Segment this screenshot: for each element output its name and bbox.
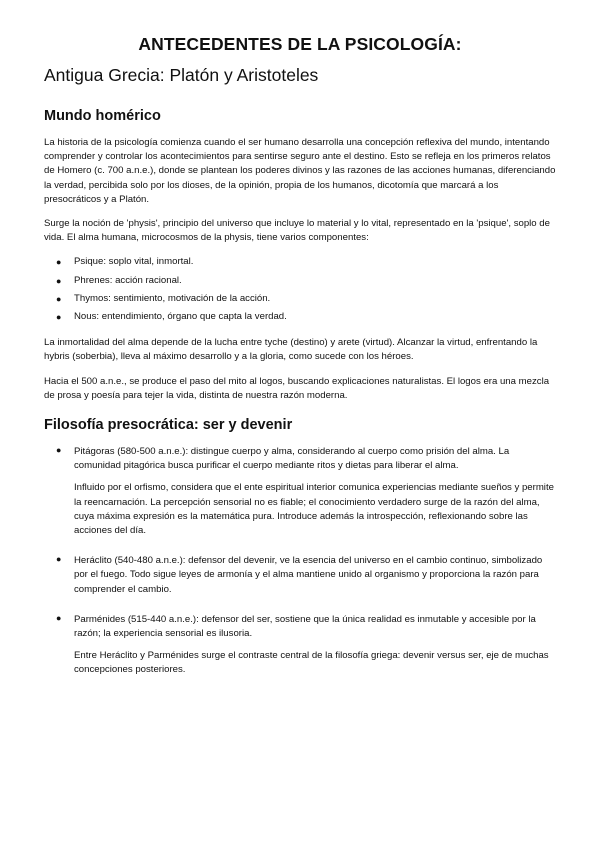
list-item-parmenides: [44, 613, 556, 678]
list-item: [44, 292, 556, 306]
parmenides-text: Parménides (515-440 a.n.e.): defensor del ser, sostiene que la única realidad es inmutable y accesible por la razón; la experiencia sensorial es ilusoria.: [74, 613, 536, 640]
bullet-icon: ●: [56, 612, 62, 623]
list-item-text: Psique: soplo vital, inmortal.: [74, 256, 194, 268]
section-presocratica: [44, 417, 556, 678]
pitagoras-orfismo-text: Influido por el orfismo, considera que el ente espiritual interior comunica experiencias mediante sueños y permite la reencarnación. La percepción sensorial no es fiable; el conocimiento verdadero surge de la razón del alma, cuya máxima expresión es la matemática pura. Introduce además la introspección, reflexionando sobre las acciones del día.: [74, 482, 554, 537]
bullet-icon: ●: [56, 554, 62, 565]
document-title: ANTECEDENTES DE LA PSICOLOGÍA:: [138, 34, 462, 54]
list-item-text: Phrenes: acción racional.: [74, 274, 182, 286]
document-subtitle: Antigua Grecia: Platón y Aristoteles: [44, 65, 319, 85]
section-heading-presocratica: Filosofía presocrática: ser y devenir: [44, 417, 293, 434]
list-item: [44, 274, 556, 288]
pitagoras-text: Pitágoras (580-500 a.n.e.): distingue cuerpo y alma, considerando al cuerpo como prisión del alma. La comunidad pitagórica busca purificar el cuerpo mediante ritos y dietas para liberar el alma.: [74, 446, 510, 472]
paragraph-intro: La historia de la psicología comienza cuando el ser humano desarrolla una concepción reflexiva del mundo, intentando comprender y controlar los acontecimientos para sentirse seguro ante el destino. Esto se refleja en los primeros relatos de Homero (c. 700 a.n.e.), donde se plantean los poderes divinos y las razones de las acciones humanas, diferenciando la verdad, percibida solo por los dioses, de la opinión, propia de los humanos, dicotomía que marcará a los presocráticos y a Platón.: [44, 137, 556, 205]
bullet-icon: ●: [56, 445, 62, 456]
bullet-icon: ●: [56, 293, 62, 304]
parmenides-contraste-text: Entre Heráclito y Parménides surge el contraste central de la filosofía griega: devenir versus ser, eje de muchas concepciones posteriores.: [74, 650, 549, 676]
bullet-icon: ●: [56, 312, 62, 323]
section-mundo-homerico: [44, 108, 556, 403]
section-heading-mundo-homerico: Mundo homérico: [44, 108, 161, 124]
heraclito-text: Heráclito (540-480 a.n.e.): defensor del devenir, ve la esencia del universo en el cambio continuo, simbolizado por el fuego. Todo sigue leyes de armonía y el alma mantiene unido al organismo y proporciona la razón para comprender el cambio.: [74, 555, 543, 595]
paragraph-physis: Surge la noción de 'physis', principio del universo que incluye lo material y lo vital, representado en la 'psique', soplo de vida. El alma humana, microcosmos de la physis, tiene varios componentes:: [44, 218, 550, 244]
paragraph-mito-logos: Hacia el 500 a.n.e., se produce el paso del mito al logos, buscando explicaciones naturalistas. El logos era una mezcla de prosa y poesía para tejer la vida, distinta de nuestra razón moderna.: [44, 375, 550, 401]
list-item-heraclito: [44, 554, 556, 597]
paragraph-inmortalidad: La inmortalidad del alma depende de la lucha entre tyche (destino) y arete (virtud). Alcanzar la virtud, enfrentando la hybris (soberbia), lleva al máximo desarrollo y a la gloria, como sucede con los héroes.: [44, 337, 538, 363]
bullet-icon: ●: [56, 257, 62, 268]
list-item-text: Thymos: sentimiento, motivación de la acción.: [74, 292, 271, 304]
list-item-text: Nous: entendimiento, órgano que capta la verdad.: [74, 311, 287, 323]
list-item: [44, 255, 556, 269]
soul-components-list: [44, 255, 556, 324]
list-item: [44, 310, 556, 324]
presocratic-thinkers-list: [44, 445, 556, 678]
bullet-icon: ●: [56, 275, 62, 286]
list-item-pitagoras: [44, 445, 556, 538]
